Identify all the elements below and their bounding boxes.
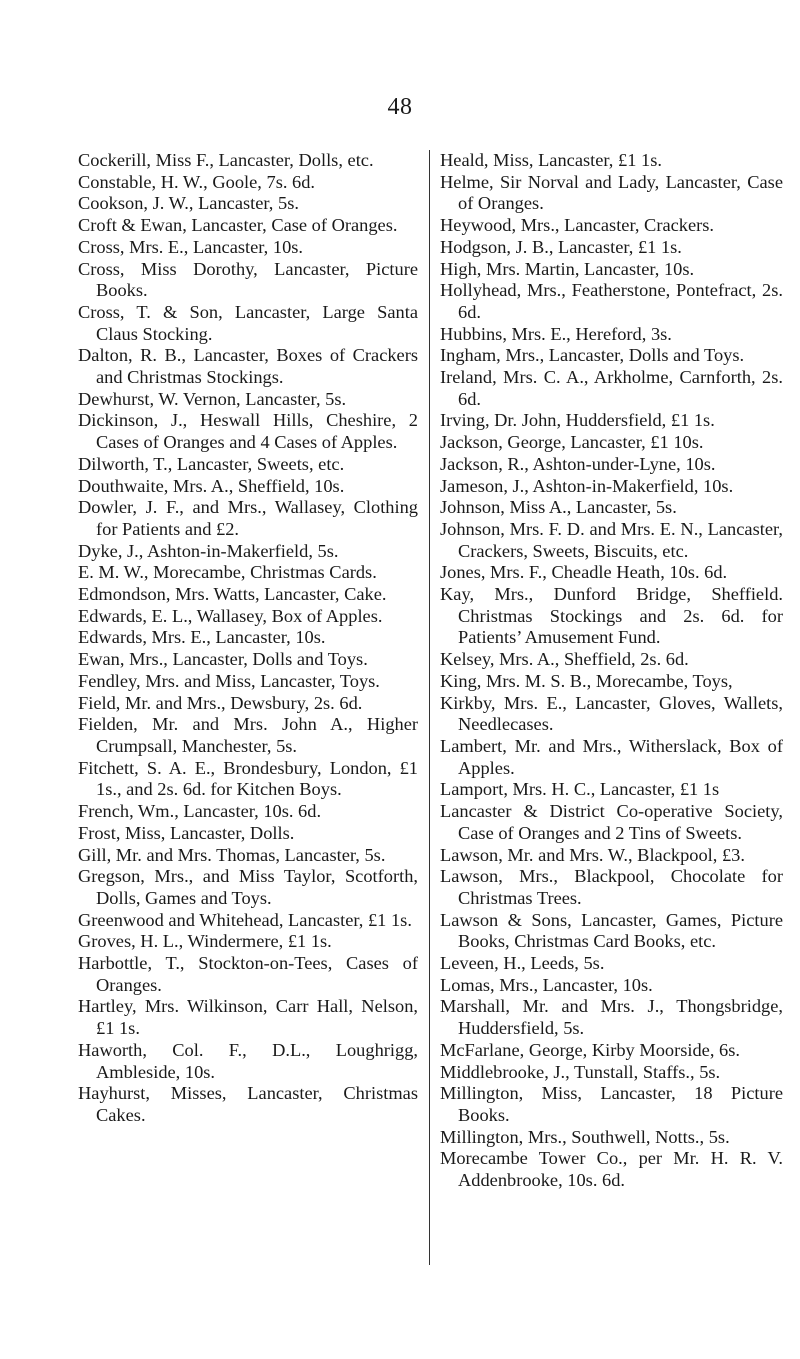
donor-entry: Dickinson, J., Heswall Hills, Cheshire, 2 Cases of Oranges and 4 Cases of Apples.: [78, 410, 418, 453]
donor-entry: Johnson, Mrs. F. D. and Mrs. E. N., Lancaster, Crackers, Sweets, Biscuits, etc.: [440, 518, 783, 561]
donor-entry: Fitchett, S. A. E., Brondesbury, London, £1 1s., and 2s. 6d. for Kitchen Boys.: [78, 757, 418, 800]
donor-entry: Cross, Miss Dorothy, Lancaster, Picture Books.: [78, 258, 418, 301]
donor-entry: King, Mrs. M. S. B., Morecambe, Toys,: [440, 670, 733, 691]
donor-entry: Dyke, J., Ashton-in-Makerfield, 5s.: [78, 540, 339, 561]
donor-entry: Hartley, Mrs. Wilkinson, Carr Hall, Nelson, £1 1s.: [78, 996, 418, 1039]
donor-entry: Lambert, Mr. and Mrs., Witherslack, Box of Apples.: [440, 735, 783, 778]
donor-entry: Morecambe Tower Co., per Mr. H. R. V. Addenbrooke, 10s. 6d.: [440, 1148, 783, 1191]
donor-entry: Croft & Ewan, Lancaster, Case of Oranges.: [78, 215, 398, 236]
donor-entry: Millington, Miss, Lancaster, 18 Picture Books.: [440, 1083, 783, 1125]
donor-entry: Dalton, R. B., Lancaster, Boxes of Crackers and Christmas Stockings.: [78, 345, 418, 388]
donor-entry: Kelsey, Mrs. A., Sheffield, 2s. 6d.: [440, 649, 689, 670]
donor-entry: Jackson, R., Ashton-under-Lyne, 10s.: [440, 453, 716, 474]
donor-entry: Cross, Mrs. E., Lancaster, 10s.: [78, 236, 304, 257]
donor-entry: Dilworth, T., Lancaster, Sweets, etc.: [78, 453, 345, 474]
donor-entry: Fendley, Mrs. and Miss, Lancaster, Toys.: [78, 670, 380, 691]
column-divider: [429, 150, 430, 1265]
donor-entry: Cross, T. & Son, Lancaster, Large Santa Claus Stocking.: [78, 301, 418, 344]
donor-entry: Lancaster & District Co-operative Society, Case of Oranges and 2 Tins of Sweets.: [440, 801, 783, 843]
donor-entry: French, Wm., Lancaster, 10s. 6d.: [78, 801, 322, 822]
donor-entry: Hollyhead, Mrs., Featherstone, Pontefract, 2s. 6d.: [440, 280, 783, 322]
page-number: 48: [387, 94, 413, 120]
donor-entry: Cookson, J. W., Lancaster, 5s.: [78, 193, 299, 214]
donor-entry: Field, Mr. and Mrs., Dewsbury, 2s. 6d.: [78, 692, 363, 713]
donor-entry: Edwards, E. L., Wallasey, Box of Apples.: [78, 605, 383, 626]
right-column: [440, 150, 783, 1192]
donor-entry: E. M. W., Morecambe, Christmas Cards.: [78, 562, 377, 583]
donor-entry: High, Mrs. Martin, Lancaster, 10s.: [440, 258, 695, 279]
donor-entry: Ewan, Mrs., Lancaster, Dolls and Toys.: [78, 649, 368, 670]
donor-entry: Hubbins, Mrs. E., Hereford, 3s.: [440, 323, 672, 344]
donor-entry: Hayhurst, Misses, Lancaster, Christmas Cakes.: [78, 1083, 418, 1125]
donor-entry: Gill, Mr. and Mrs. Thomas, Lancaster, 5s.: [78, 844, 386, 865]
donor-entry: Ingham, Mrs., Lancaster, Dolls and Toys.: [440, 345, 745, 366]
donor-entry: Greenwood and Whitehead, Lancaster, £1 1s.: [78, 909, 412, 930]
donor-entry: Lawson & Sons, Lancaster, Games, Picture Books, Christmas Card Books, etc.: [440, 909, 783, 952]
donor-entry: Kirkby, Mrs. E., Lancaster, Gloves, Wallets, Needlecases.: [440, 692, 783, 735]
donor-entry: Jameson, J., Ashton-in-Makerfield, 10s.: [440, 475, 734, 496]
donor-entry: Lawson, Mr. and Mrs. W., Blackpool, £3.: [440, 844, 745, 865]
donor-entry: Groves, H. L., Windermere, £1 1s.: [78, 931, 332, 952]
donor-entry: Cockerill, Miss F., Lancaster, Dolls, etc.: [78, 150, 374, 170]
donor-entry: Heywood, Mrs., Lancaster, Crackers.: [440, 215, 715, 236]
donor-entry: Frost, Miss, Lancaster, Dolls.: [78, 822, 295, 843]
donor-entry: Leveen, H., Leeds, 5s.: [440, 953, 605, 974]
donor-entry: Johnson, Miss A., Lancaster, 5s.: [440, 497, 677, 518]
donor-entry: Edwards, Mrs. E., Lancaster, 10s.: [78, 627, 326, 648]
donor-entry: Millington, Mrs., Southwell, Notts., 5s.: [440, 1126, 730, 1147]
donor-entry: Haworth, Col. F., D.L., Loughrigg, Ambleside, 10s.: [78, 1039, 418, 1082]
donor-entry: Marshall, Mr. and Mrs. J., Thongsbridge, Huddersfield, 5s.: [440, 996, 783, 1039]
donor-entry: Douthwaite, Mrs. A., Sheffield, 10s.: [78, 475, 345, 496]
donor-entry: Lawson, Mrs., Blackpool, Chocolate for Christmas Trees.: [440, 866, 783, 908]
donor-entry: Middlebrooke, J., Tunstall, Staffs., 5s.: [440, 1061, 721, 1082]
donor-entry: Irving, Dr. John, Huddersfield, £1 1s.: [440, 410, 715, 431]
donor-entry: Jackson, George, Lancaster, £1 10s.: [440, 432, 704, 453]
donor-entry: Constable, H. W., Goole, 7s. 6d.: [78, 171, 316, 192]
donor-entry: Kay, Mrs., Dunford Bridge, Sheffield. Christmas Stockings and 2s. 6d. for Patients’ Amusement Fund.: [440, 584, 783, 648]
donor-entry: Edmondson, Mrs. Watts, Lancaster, Cake.: [78, 584, 387, 605]
donor-entry: Gregson, Mrs., and Miss Taylor, Scotforth, Dolls, Games and Toys.: [78, 866, 418, 908]
donor-entry: Dowler, J. F., and Mrs., Wallasey, Clothing for Patients and £2.: [78, 497, 418, 539]
donor-entry: Harbottle, T., Stockton-on-Tees, Cases of Oranges.: [78, 953, 418, 995]
donor-entry: Fielden, Mr. and Mrs. John A., Higher Crumpsall, Manchester, 5s.: [78, 714, 418, 756]
donor-entry: Lamport, Mrs. H. C., Lancaster, £1 1s: [440, 779, 720, 800]
donor-entry: Helme, Sir Norval and Lady, Lancaster, Case of Oranges.: [440, 171, 783, 214]
left-column: [78, 150, 418, 1127]
donor-entry: Hodgson, J. B., Lancaster, £1 1s.: [440, 236, 682, 257]
donor-entry: McFarlane, George, Kirby Moorside, 6s.: [440, 1039, 740, 1060]
donor-entry: Lomas, Mrs., Lancaster, 10s.: [440, 974, 653, 995]
donor-entry: Jones, Mrs. F., Cheadle Heath, 10s. 6d.: [440, 562, 728, 583]
donor-entry: Dewhurst, W. Vernon, Lancaster, 5s.: [78, 388, 347, 409]
donor-entry: Heald, Miss, Lancaster, £1 1s.: [440, 150, 662, 170]
donor-entry: Ireland, Mrs. C. A., Arkholme, Carnforth, 2s. 6d.: [440, 367, 783, 409]
